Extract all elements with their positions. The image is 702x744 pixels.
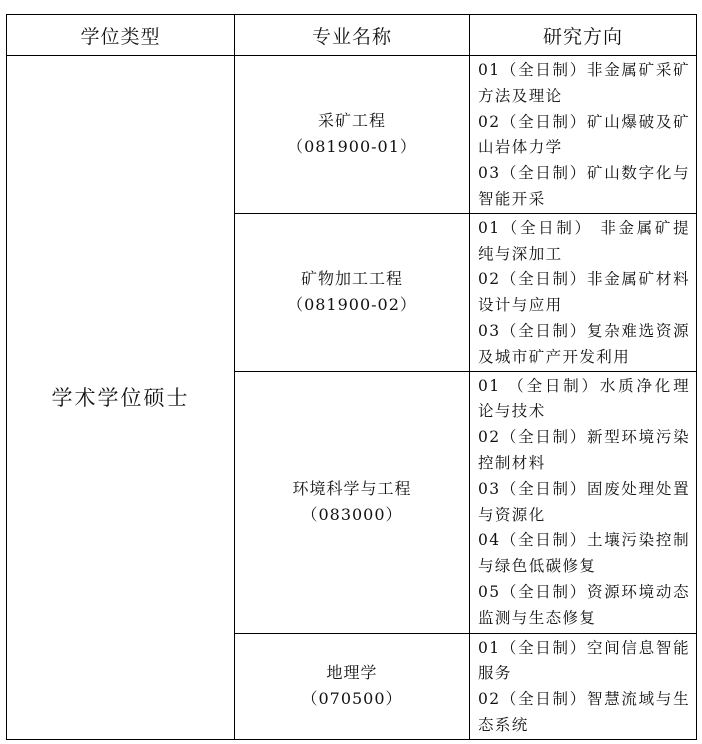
directions-cell-mining — [470, 56, 697, 214]
direction-item: 04（全日制）土壤污染控制与绿色低碳修复 — [478, 531, 690, 576]
direction-item: 02（全日制）新型环境污染控制材料 — [478, 428, 690, 472]
direction-item: 03（全日制）复杂难选资源及城市矿产开发利用 — [478, 321, 690, 366]
directions-cell-mineral-processing — [470, 213, 697, 371]
direction-item: 01 （全日制）水质净化理论与技术 — [478, 376, 690, 421]
direction-item: 05（全日制）资源环境动态监测与生态修复 — [478, 582, 690, 627]
direction-item: 01（全日制）空间信息智能服务 — [478, 638, 690, 683]
major-name: 环境科学与工程 — [292, 479, 412, 499]
major-code: （081900-02） — [287, 295, 417, 315]
direction-item: 01（全日制） 非金属矿提纯与深加工 — [478, 218, 690, 263]
direction-item: 02（全日制）矿山爆破及矿山岩体力学 — [478, 112, 690, 157]
directions-cell-geography — [470, 633, 697, 739]
header-degree-type: 学位类型 — [7, 15, 235, 56]
table-header-row — [7, 15, 697, 56]
major-name: 采矿工程 — [317, 111, 386, 131]
major-cell-mineral-processing — [235, 213, 470, 371]
major-name: 地理学 — [326, 663, 378, 683]
major-code: （083000） — [301, 505, 403, 525]
major-code: （070500） — [301, 689, 403, 709]
header-major-name: 专业名称 — [235, 15, 470, 56]
direction-item: 02（全日制）智慧流域与生态系统 — [478, 690, 690, 734]
major-cell-environment — [235, 371, 470, 633]
direction-item: 03（全日制）矿山数字化与智能开采 — [478, 164, 690, 208]
major-name: 矿物加工工程 — [300, 269, 403, 289]
table-row — [7, 56, 697, 214]
major-cell-mining — [235, 56, 470, 214]
header-research-direction: 研究方向 — [470, 15, 697, 56]
directions-cell-environment — [470, 371, 697, 633]
degree-type-cell: 学术学位硕士 — [7, 56, 235, 740]
direction-item: 02（全日制）非金属矿材料设计与应用 — [478, 270, 690, 315]
program-table — [6, 14, 697, 740]
major-code: （081900-01） — [287, 137, 417, 157]
major-cell-geography — [235, 633, 470, 739]
direction-item: 03（全日制）固废处理处置与资源化 — [478, 479, 690, 524]
direction-item: 01（全日制）非金属矿采矿方法及理论 — [478, 61, 690, 105]
